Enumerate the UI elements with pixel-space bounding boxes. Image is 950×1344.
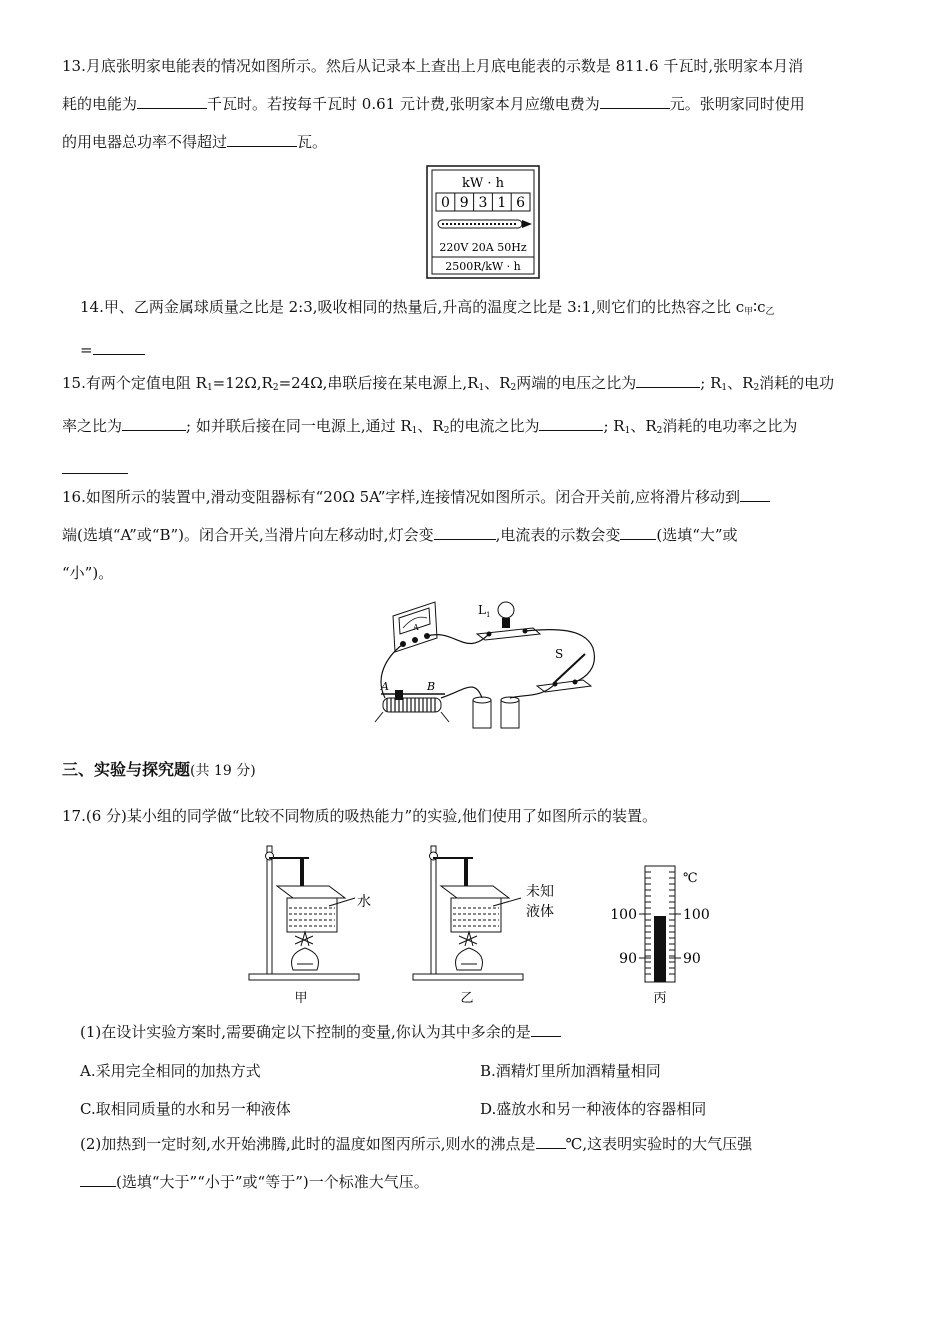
answer-blank[interactable]	[122, 412, 186, 431]
meter-unit: kW · h	[461, 176, 505, 191]
section-points: (共 19 分)	[190, 763, 256, 779]
meter-digit: 9	[459, 195, 469, 211]
q13-text-line1: 月底张明家电能表的情况如图所示。然后从记录本上查出上月底电能表的示数是 811.6 千瓦时,张明家本月消	[85, 57, 804, 75]
subscript: 2	[656, 426, 663, 436]
rheostat-end-a: A	[381, 680, 389, 693]
q17-part2-text: ℃,这表明实验时的大气压强	[565, 1135, 753, 1153]
tick-100-left: 100	[610, 907, 637, 923]
battery-cells	[473, 697, 519, 728]
subscript: 2	[443, 426, 450, 436]
q16-text: “小”)。	[62, 564, 114, 582]
ammeter	[393, 602, 437, 652]
apparatus-water	[249, 846, 371, 1006]
option-c[interactable]: C.取相同质量的水和另一种液体	[80, 1100, 291, 1118]
switch	[537, 647, 591, 692]
ammeter-label: A	[413, 623, 419, 632]
q13-number: 13.	[62, 57, 86, 75]
q17-part2-text: (2)加热到一定时刻,水开始沸腾,此时的温度如图丙所示,则水的沸点是	[80, 1135, 536, 1153]
meter-spec-line1: 220V 20A 50Hz	[439, 241, 527, 254]
rheostat-end-b: B	[427, 680, 436, 693]
q15-text: 的电流之比为	[449, 417, 540, 435]
q15-text: =24Ω,串联后接在某电源上,R	[278, 374, 479, 392]
answer-blank[interactable]	[636, 369, 700, 388]
subscript: 1	[478, 383, 485, 393]
caption-jia: 甲	[294, 991, 308, 1006]
q13-text: 元。张明家同时使用	[669, 95, 805, 113]
subscript: 1	[411, 426, 418, 436]
question-13	[62, 47, 892, 161]
caption-bing: 丙	[653, 991, 667, 1006]
question-16	[62, 478, 892, 592]
answer-blank[interactable]	[137, 90, 207, 109]
q13-text: 的用电器总功率不得超过	[62, 133, 228, 151]
meter-rotating-disc	[438, 220, 532, 228]
sliding-rheostat	[375, 680, 449, 722]
question-15	[62, 364, 892, 488]
q15-text: ; R	[603, 417, 625, 435]
q15-text: 、R	[727, 374, 754, 392]
lamp-label-sub: 1	[486, 611, 491, 619]
q17-part2-text: (选填“大于”“小于”或“等于”)一个标准大气压。	[116, 1173, 429, 1191]
q14-number: 14.	[80, 298, 104, 316]
q15-text: 两端的电压之比为	[516, 374, 637, 392]
q15-number: 15.	[62, 374, 86, 392]
q14-text: =	[80, 341, 93, 359]
question-14	[62, 288, 892, 369]
subscript: 1	[721, 383, 728, 393]
option-d[interactable]: D.盛放水和另一种液体的容器相同	[480, 1100, 707, 1118]
answer-blank[interactable]	[62, 455, 128, 474]
q13-text: 千瓦时。若按每千瓦时 0.61 元计费,张明家本月应缴电费为	[207, 95, 600, 113]
thermometer	[610, 866, 709, 1006]
answer-blank[interactable]	[536, 1130, 566, 1149]
section-heading	[62, 757, 256, 780]
label-unknown-1: 未知	[526, 884, 554, 900]
q15-text: 、R	[630, 417, 657, 435]
tick-100-right: 100	[683, 907, 710, 923]
q15-text: ; R	[700, 374, 722, 392]
q13-text: 瓦。	[297, 133, 328, 151]
subscript: 乙	[765, 307, 775, 317]
q16-text: (选填“大”或	[656, 526, 738, 544]
answer-blank[interactable]	[600, 90, 670, 109]
label-water: 水	[357, 894, 371, 910]
circuit-figure	[365, 598, 605, 738]
q16-text: ,电流表的示数会变	[495, 526, 621, 544]
q17-part1-text: (1)在设计实验方案时,需要确定以下控制的变量,你认为其中多余的是	[80, 1023, 531, 1041]
switch-label: S	[555, 647, 564, 661]
q13-text: 耗的电能为	[62, 95, 138, 113]
answer-blank[interactable]	[531, 1018, 561, 1037]
q16-number: 16.	[62, 488, 86, 506]
q15-text: 消耗的电功率之比为	[662, 417, 798, 435]
answer-blank[interactable]	[80, 1168, 116, 1187]
meter-digit: 1	[497, 195, 507, 211]
heating-experiment-figure	[243, 836, 733, 1006]
answer-blank[interactable]	[434, 521, 496, 540]
subscript: 2	[510, 383, 517, 393]
q17-text: (6 分)某小组的同学做“比较不同物质的吸热能力”的实验,他们使用了如图所示的装置。	[85, 807, 657, 825]
label-unknown-2: 液体	[526, 904, 554, 920]
subscript: 1	[206, 383, 213, 393]
meter-digit: 3	[478, 195, 488, 211]
tick-90-left: 90	[619, 951, 637, 967]
q14-text: 甲、乙两金属球质量之比是 2:3,吸收相同的热量后,升高的温度之比是 3:1,则它们的比热容之比 c	[103, 298, 745, 316]
q15-text: 、R	[417, 417, 444, 435]
option-b[interactable]: B.酒精灯里所加酒精量相同	[480, 1062, 661, 1080]
tick-90-right: 90	[683, 951, 701, 967]
q15-text: 率之比为	[62, 417, 123, 435]
q17-part2	[62, 1125, 892, 1201]
q17-number: 17.	[62, 807, 86, 825]
caption-yi: 乙	[460, 991, 474, 1006]
q15-text: ; 如并联后接在同一电源上,通过 R	[186, 417, 412, 435]
subscript: 2	[753, 383, 760, 393]
answer-blank[interactable]	[740, 483, 770, 502]
meter-spec-line2: 2500R/kW · h	[445, 260, 521, 273]
q15-text: =12Ω,R	[212, 374, 273, 392]
thermometer-unit: ℃	[683, 871, 698, 886]
section-title: 三、实验与探究题	[62, 760, 191, 779]
question-17	[62, 797, 892, 835]
apparatus-unknown-liquid	[413, 846, 554, 1006]
answer-blank[interactable]	[539, 412, 603, 431]
q16-text: 如图所示的装置中,滑动变阻器标有“20Ω 5A”字样,连接情况如图所示。闭合开关前,应将滑片移动到	[85, 488, 740, 506]
subscript: 甲	[744, 307, 754, 317]
q14-text: ∶c	[753, 298, 766, 316]
q17-part1	[62, 1013, 892, 1051]
lamp	[477, 602, 540, 640]
answer-blank[interactable]	[620, 521, 656, 540]
subscript: 1	[624, 426, 631, 436]
q15-text: 消耗的电功	[759, 374, 835, 392]
meter-digit-last: 6	[516, 195, 526, 211]
option-a[interactable]: A.采用完全相同的加热方式	[80, 1062, 261, 1080]
meter-digit: 0	[440, 195, 450, 211]
lamp-label: L	[478, 603, 486, 617]
q15-text: 、R	[484, 374, 511, 392]
answer-blank[interactable]	[93, 336, 145, 355]
subscript: 2	[272, 383, 279, 393]
q15-text: 有两个定值电阻 R	[85, 374, 207, 392]
answer-blank[interactable]	[227, 128, 297, 147]
energy-meter-figure	[426, 165, 540, 279]
q16-text: 端(选填“A”或“B”)。闭合开关,当滑片向左移动时,灯会变	[62, 526, 434, 544]
